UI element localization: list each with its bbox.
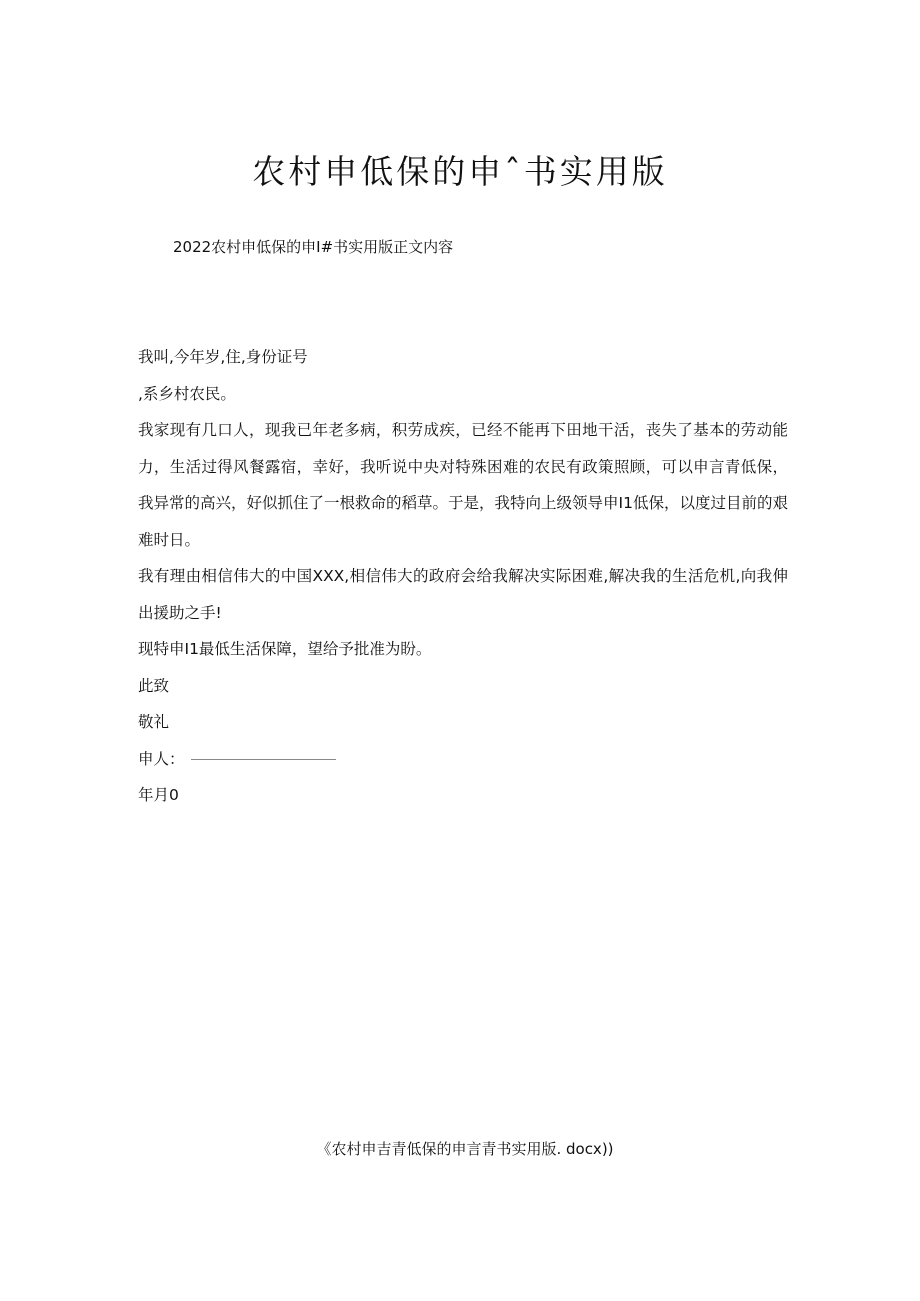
document-title: 农村申低保的申ˆ书实用版 <box>252 152 668 191</box>
document-body <box>138 339 788 814</box>
paragraph-situation: 我家现有几口人，现我已年老多病，积劳成疾，已经不能再下田地干活，丧失了基本的劳动能力，生活过得风餐露宿，幸好，我听说中央对特殊困难的农民有政策照顾，可以申言青低保，我异常的高兴，好似抓住了一根救命的稻草。于是，我特向上级领导申I1低保，以度过目前的艰难时日。 <box>138 421 788 549</box>
paragraph-closing-2: 敬礼 <box>138 713 170 731</box>
paragraph-request: 现特申I1最低生活保障，望给予批准为盼。 <box>138 640 432 658</box>
signature-row <box>138 741 788 778</box>
signature-label: 申人： <box>138 749 185 768</box>
paragraph-closing-1: 此致 <box>138 676 170 695</box>
paragraph-belief: 我有理由相信伟大的中国XXX,相信伟大的政府会给我解决实际困难,解决我的生活危机,向我伸出援助之手! <box>138 567 788 622</box>
paragraph-intro: 我叫,今年岁,住,身份证号 <box>138 348 308 366</box>
document-subtitle: 2022农村申低保的申I#书实用版正文内容 <box>173 238 454 256</box>
paragraph-village: ,系乡村农民。 <box>138 384 236 403</box>
document-footer: 《农村申吉青低保的申言青书实用版. docx)) <box>316 1140 614 1158</box>
date-line: 年月0 <box>138 786 179 804</box>
signature-line <box>191 758 336 760</box>
